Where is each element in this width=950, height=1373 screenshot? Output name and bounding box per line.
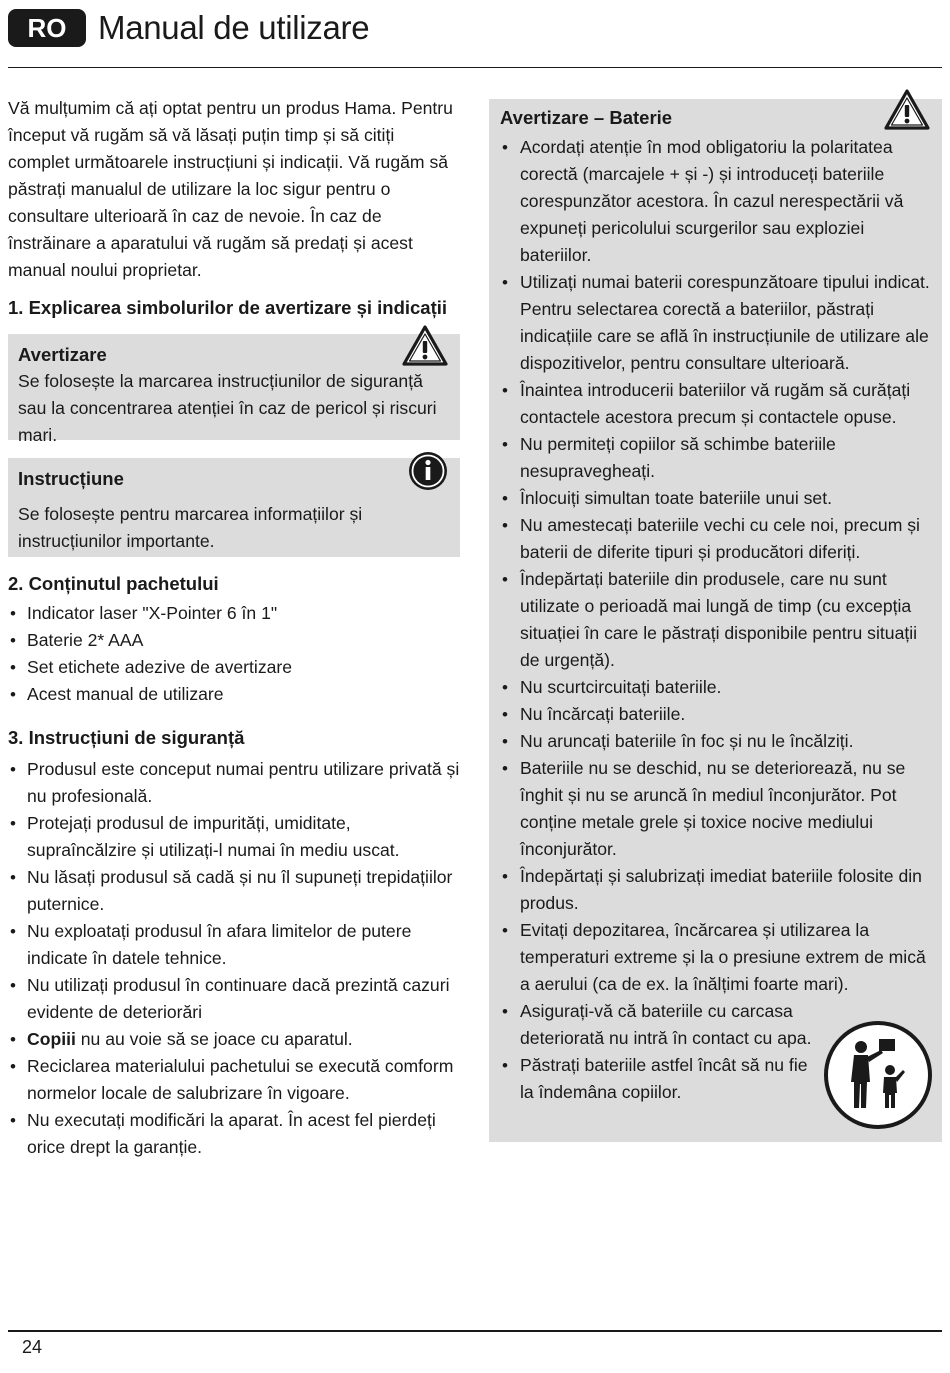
list-item: • Nu lăsați produsul să cadă și nu îl supuneți trepidațiilor puternice. bbox=[8, 864, 460, 918]
header-divider bbox=[8, 67, 942, 68]
list-item: • Bateriile nu se deschid, nu se deteriorează, nu se înghit și nu se aruncă în mediul înconjurător. Pot conține metale grele și toxice nocive mediului înconjurător. bbox=[500, 755, 934, 863]
list-item: • Asigurați-vă că bateriile cu carcasa deteriorată nu intră în contact cu apa. bbox=[500, 998, 934, 1052]
warning-box-title: Avertizare bbox=[18, 344, 107, 365]
list-item: • Nu amestecați bateriile vechi cu cele noi, precum și baterii de diferite tipuri și producători diferiți. bbox=[500, 512, 934, 566]
section-heading-contents: 2. Conținutul pachetului bbox=[8, 573, 219, 594]
warning-box-text: Se folosește la marcarea instrucțiunilor de siguranță sau la concentrarea atenției în caz de pericol și riscuri mari. bbox=[18, 371, 437, 445]
list-item: • Nu exploatați produsul în afara limitelor de putere indicate în datele tehnice. bbox=[8, 918, 460, 972]
list-item: • Copiii nu au voie să se joace cu aparatul. bbox=[8, 1026, 460, 1053]
list-item: • Utilizați numai baterii corespunzătoare tipului indicat. Pentru selectarea corectă a bateriilor, păstrați indicațiile care se află în instrucțiunile de utilizare ale dispozitivelor, pentru consultare ulterioară. bbox=[500, 269, 934, 377]
page-number: 24 bbox=[22, 1337, 43, 1357]
footer-divider bbox=[8, 1330, 942, 1332]
list-item: • Acordați atenție în mod obligatoriu la polaritatea corectă (marcajele + și -) și introduceți bateriile corespunzător acestora. În cazul nerespectării vă expuneți pericolului scurgerilor sau exploziei bateriilor. bbox=[500, 134, 934, 269]
warning-triangle-icon bbox=[884, 89, 930, 131]
page-title: Manual de utilizare bbox=[98, 9, 370, 46]
warning-box bbox=[8, 334, 460, 445]
list-item: • Nu executați modificări la aparat. În acest fel pierdeți orice drept la garanție. bbox=[8, 1107, 460, 1161]
right-column bbox=[489, 99, 942, 1142]
list-item: • Reciclarea materialului pachetului se execută comform normelor locale de salubrizare în vigoare. bbox=[8, 1053, 460, 1107]
info-box-text: Se folosește pentru marcarea informațiilor și instrucțiunilor importante. bbox=[18, 504, 363, 551]
battery-warning-list bbox=[500, 134, 934, 1106]
list-item: • Produsul este conceput numai pentru utilizare privată și nu profesională. bbox=[8, 756, 460, 810]
warning-triangle-icon bbox=[402, 325, 448, 367]
keep-away-from-children-icon bbox=[823, 1020, 933, 1130]
list-item: • Îndepărtați și salubrizați imediat bateriile folosite din produs. bbox=[500, 863, 934, 917]
info-box-title: Instrucțiune bbox=[18, 468, 124, 489]
language-badge: RO bbox=[8, 9, 86, 47]
list-item: • Set etichete adezive de avertizare bbox=[8, 654, 460, 681]
list-item: • Baterie 2* AAA bbox=[8, 627, 460, 654]
list-item: • Acest manual de utilizare bbox=[8, 681, 460, 708]
list-item: • Îndepărtați bateriile din produsele, care nu sunt utilizate o perioadă mai lungă de timp (cu excepția situației în care le păstrați disponibile pentru situații de urgență). bbox=[500, 566, 934, 674]
list-item: • Evitați depozitarea, încărcarea și utilizarea la temperaturi extreme și la o presiune extrem de mică a aerului (ca de ex. la înălțimi foarte mari). bbox=[500, 917, 934, 998]
list-item: • Nu aruncați bateriile în foc și nu le încălziți. bbox=[500, 728, 934, 755]
intro-paragraph: Vă mulțumim că ați optat pentru un produs Hama. Pentru început vă rugăm să vă lăsați puțin timp și să citiți complet următoarele instrucțiuni și indicații. Vă rugăm să păstrați manualul de utilizare la loc sigur pentru o consultare ulterioară în caz de nevoie. În caz de înstrăinare a aparatului vă rugăm să predați și acest manual noului proprietar. bbox=[8, 98, 453, 280]
list-item: • Nu permiteți copiilor să schimbe bateriile nesupravegheați. bbox=[500, 431, 934, 485]
list-item: • Protejați produsul de impurități, umiditate, supraîncălzire și utilizați-l numai în mediu uscat. bbox=[8, 810, 460, 864]
battery-box-title: Avertizare – Baterie bbox=[500, 107, 673, 128]
list-item: • Înlocuiți simultan toate bateriile unui set. bbox=[500, 485, 934, 512]
info-box bbox=[8, 458, 460, 557]
section-heading-symbols: 1. Explicarea simbolurilor de avertizare și indicații bbox=[8, 297, 448, 318]
page-header bbox=[8, 8, 369, 48]
safety-list bbox=[8, 756, 460, 1161]
list-item: • Înaintea introducerii bateriilor vă rugăm să curățați contactele acestora precum și contactele opuse. bbox=[500, 377, 934, 431]
list-item: • Nu încărcați bateriile. bbox=[500, 701, 934, 728]
left-column bbox=[8, 95, 460, 1161]
battery-warning-box bbox=[489, 99, 942, 1142]
list-item: • Nu utilizați produsul în continuare dacă prezintă cazuri evidente de deteriorări bbox=[8, 972, 460, 1026]
list-item: • Nu scurtcircuitați bateriile. bbox=[500, 674, 934, 701]
bold-text: Copiii bbox=[27, 1029, 76, 1049]
list-item: • Indicator laser "X-Pointer 6 în 1" bbox=[8, 600, 460, 627]
package-contents-list bbox=[8, 600, 460, 708]
section-heading-safety: 3. Instrucțiuni de siguranță bbox=[8, 727, 245, 748]
list-item: • Păstrați bateriile astfel încât să nu fie la îndemâna copiilor. bbox=[500, 1052, 934, 1106]
info-circle-icon bbox=[407, 450, 449, 492]
